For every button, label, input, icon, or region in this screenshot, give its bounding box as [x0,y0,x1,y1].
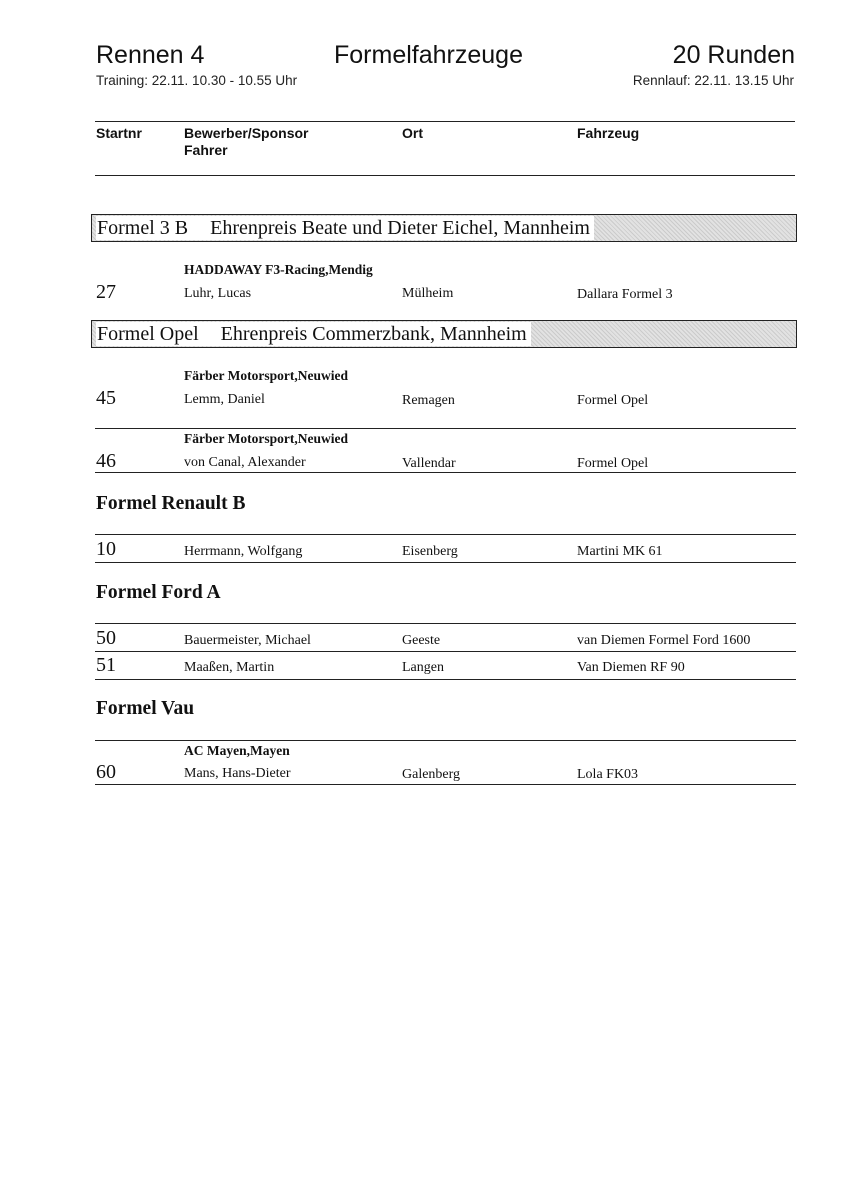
entry-sponsor: AC Mayen,Mayen [184,743,290,758]
entry-driver: Bauermeister, Michael [184,633,311,648]
entry-number: 46 [96,450,116,472]
header-rule-top [95,121,795,122]
entry-driver: Mans, Hans-Dieter [184,766,291,781]
class-award: Ehrenpreis Commerzbank, Mannheim [220,323,527,345]
training-time: Training: 22.11. 10.30 - 10.55 Uhr [96,73,298,88]
entry-ort: Vallendar [402,456,456,471]
class-heading: Formel Ford A [96,582,221,603]
col-vehicle: Fahrzeug [577,125,640,141]
row-rule [95,679,796,680]
entry-ort: Galenberg [402,767,461,782]
row-rule [95,740,796,741]
entry-ort: Remagen [402,393,455,408]
entry-number: 27 [96,281,116,303]
entry-sponsor: Färber Motorsport,Neuwied [184,431,348,446]
entry-driver: Lemm, Daniel [184,392,265,407]
class-name: Formel 3 B [97,217,189,239]
class-heading: Formel Renault B [96,493,246,514]
entry-sponsor: HADDAWAY F3-Racing,Mendig [184,262,373,277]
col-driver: Fahrer [184,142,228,158]
row-rule [95,428,796,429]
entry-ort: Mülheim [402,286,454,301]
entry-number: 51 [96,654,116,676]
entry-driver: Maaßen, Martin [184,660,275,675]
col-ort: Ort [402,125,423,141]
row-rule [95,623,796,624]
row-rule [95,651,796,652]
row-rule [95,472,796,473]
entry-driver: Luhr, Lucas [184,286,252,301]
race-number: Rennen 4 [96,41,205,69]
entry-number: 10 [96,538,116,560]
entry-vehicle: Formel Opel [577,393,649,408]
race-start-time: Rennlauf: 22.11. 13.15 Uhr [632,73,794,88]
entry-vehicle: Martini MK 61 [577,544,663,559]
entry-ort: Eisenberg [402,544,458,559]
entry-vehicle: van Diemen Formel Ford 1600 [577,633,751,648]
class-award: Ehrenpreis Beate und Dieter Eichel, Mannheim [210,217,590,239]
entry-vehicle: Formel Opel [577,456,649,471]
entry-vehicle: Dallara Formel 3 [577,287,673,302]
entry-number: 45 [96,387,116,409]
entry-ort: Langen [402,660,444,675]
row-rule [95,784,796,785]
header-rule-bottom [95,175,795,176]
row-rule [95,534,796,535]
class-name: Formel Opel [97,323,199,345]
entry-number: 50 [96,627,116,649]
race-laps: 20 Runden [672,41,795,69]
entry-driver: Herrmann, Wolfgang [184,544,303,559]
entry-sponsor: Färber Motorsport,Neuwied [184,368,348,383]
class-band-formel-opel [91,320,797,348]
row-rule [95,562,796,563]
class-heading: Formel Vau [96,698,195,719]
entry-ort: Geeste [402,633,441,648]
entry-vehicle: Lola FK03 [577,767,639,782]
race-category: Formelfahrzeuge [334,41,523,69]
col-sponsor: Bewerber/Sponsor [184,125,309,141]
entry-number: 60 [96,761,116,783]
class-band-formel-3b [91,214,797,242]
entry-vehicle: Van Diemen RF 90 [577,660,685,675]
entry-driver: von Canal, Alexander [184,455,306,470]
col-startnr: Startnr [96,125,142,141]
